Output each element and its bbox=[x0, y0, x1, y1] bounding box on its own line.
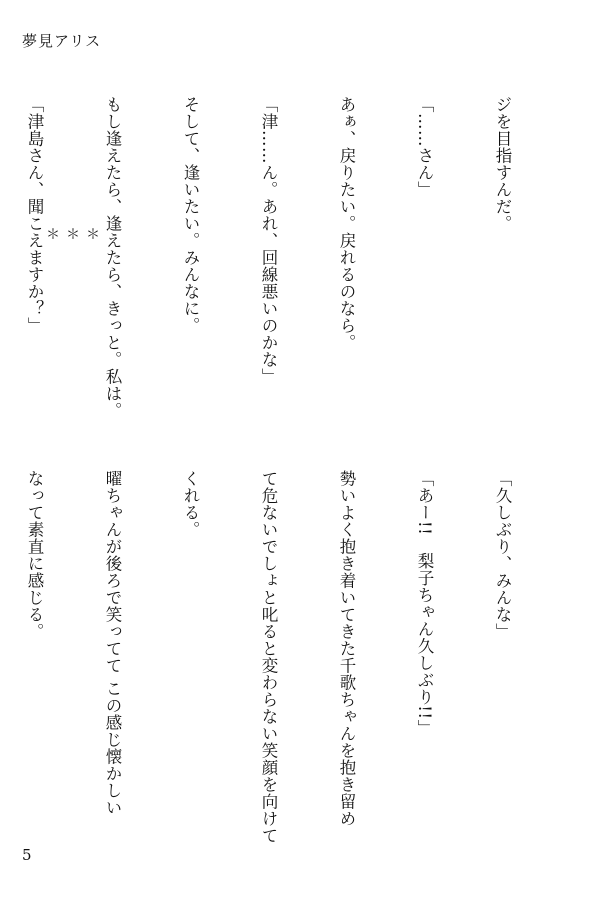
text-line: 勢いよく抱き着いてきた千歌ちゃんを抱き留め bbox=[337, 470, 356, 827]
text-line: 「あー!! 梨子ちゃん久しぶり!!」 bbox=[415, 470, 434, 737]
text-line: 「久しぶり、みんな」 bbox=[493, 470, 512, 640]
scene-break-asterisk: ＊ bbox=[84, 227, 100, 241]
text-line: 曜ちゃんが後ろで笑ってて この感じ懐かしい bbox=[103, 470, 122, 816]
text-line: そして、逢いたい。みんなに。 bbox=[181, 96, 200, 334]
text-line: 「津島さん、聞こえますか？」 bbox=[25, 96, 44, 334]
text-line: 「……さん」 bbox=[415, 96, 434, 198]
lower-text-block bbox=[25, 470, 567, 844]
text-line: くれる。 bbox=[181, 470, 200, 538]
upper-text-block bbox=[25, 96, 567, 456]
text-line: もし逢えたら、逢えたら、きっと。私は。 bbox=[103, 96, 122, 419]
page-number: 5 bbox=[22, 846, 32, 864]
text-line: ジを目指すんだ。 bbox=[493, 96, 512, 232]
text-line: て危ないでしょと叱ると変わらない笑顔を向けて bbox=[259, 470, 278, 844]
running-header-title: 夢見アリス bbox=[22, 32, 102, 50]
scene-break-asterisk: ＊ bbox=[64, 227, 80, 241]
scene-break-separator bbox=[44, 154, 102, 314]
text-line: 「津……ん。あれ、回線悪いのかな」 bbox=[259, 96, 278, 385]
text-line: なって素直に感じる。 bbox=[25, 470, 44, 640]
scene-break-asterisk: ＊ bbox=[44, 227, 60, 241]
text-line: あぁ、戻りたい。戻れるのなら。 bbox=[337, 96, 356, 351]
